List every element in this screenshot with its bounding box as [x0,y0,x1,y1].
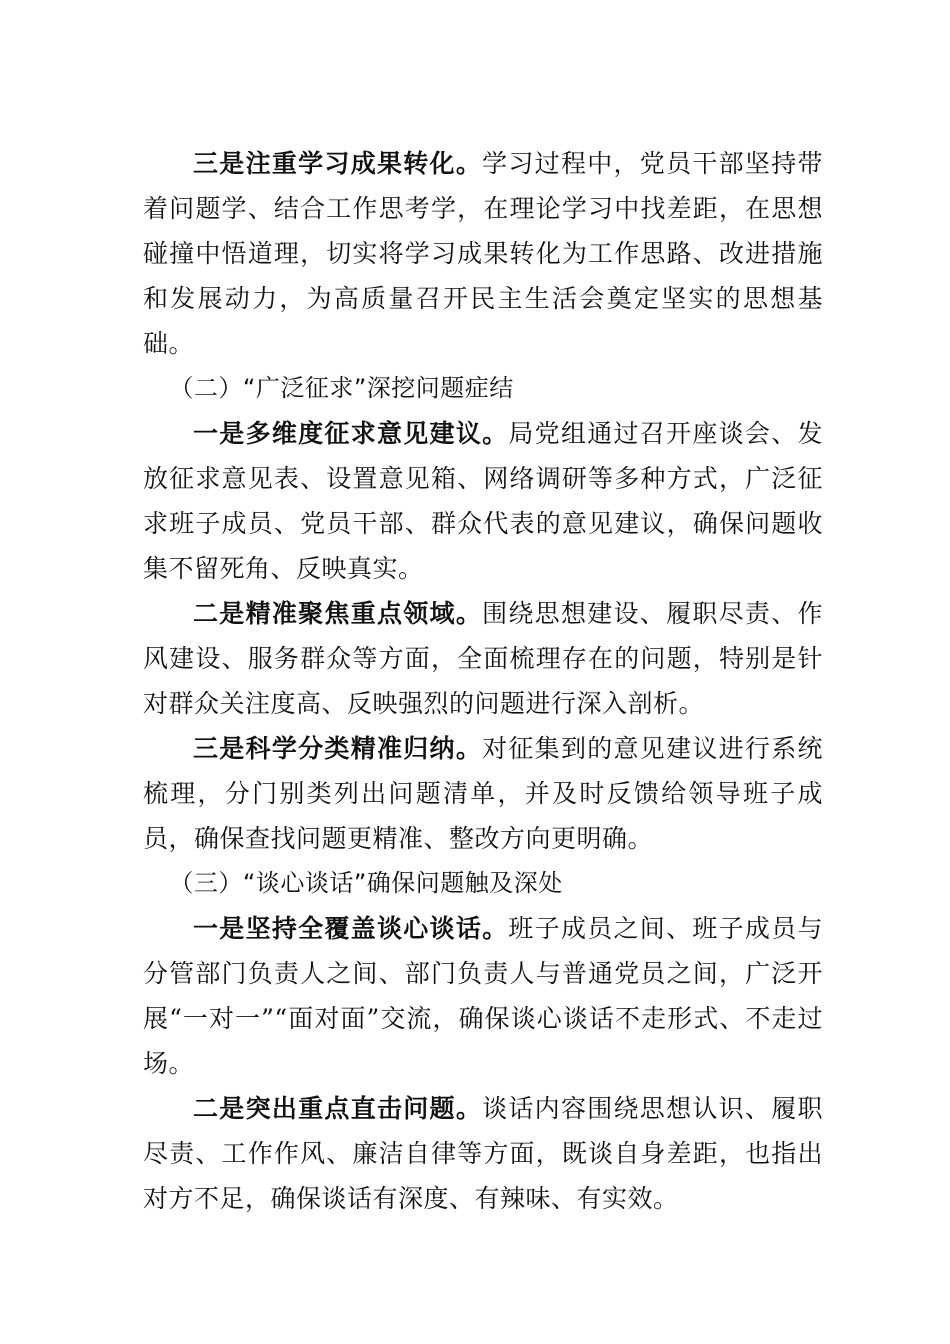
section-heading-2: （二）“广泛征求”深挖问题症结 [169,374,514,402]
paragraph-focus-key-areas [143,591,823,726]
paragraph-text: 谈话内容围绕思想认识、履职尽责、工作作风、廉洁自律等方面，既谈自身差距，也指出对方不足，确保谈话有深度、有辣味、有实效。 [143,1094,823,1213]
paragraph-study-results [143,141,823,366]
paragraph-lead: 三是注重学习成果转化。 [193,149,483,178]
paragraph-text: 局党组通过召开座谈会、发放征求意见表、设置意见箱、网络调研等多种方式，广泛征求班子成员、党员干部、群众代表的意见建议，确保问题收集不留死角、反映真实。 [143,419,823,583]
section-heading-3: （三）“谈心谈话”确保问题触及深处 [169,869,563,897]
paragraph-solicit-opinions [143,411,823,591]
document-body [143,141,823,1221]
paragraph-text: 围绕思想建设、履职尽责、作风建设、服务群众等方面，全面梳理存在的问题，特别是针对群众关注度高、反映强烈的问题进行深入剖析。 [143,599,823,718]
paragraph-direct-problems [143,1086,823,1221]
paragraph-lead: 一是坚持全覆盖谈心谈话。 [193,914,509,943]
paragraph-lead: 三是科学分类精准归纳。 [193,734,483,763]
paragraph-text: 班子成员之间、班子成员与分管部门负责人之间、部门负责人与普通党员之间，广泛开展“一对一”“面对面”交流，确保谈心谈话不走形式、不走过场。 [143,914,823,1078]
paragraph-classify-summarize [143,726,823,861]
paragraph-lead: 二是突出重点直击问题。 [193,1094,483,1123]
paragraph-lead: 二是精准聚焦重点领域。 [193,599,483,628]
paragraph-text: 对征集到的意见建议进行系统梳理，分门别类列出问题清单，并及时反馈给领导班子成员，确保查找问题更精准、整改方向更明确。 [143,734,823,853]
paragraph-lead: 一是多维度征求意见建议。 [193,419,509,448]
paragraph-full-coverage-talks [143,906,823,1086]
paragraph-text: 学习过程中，党员干部坚持带着问题学、结合工作思考学，在理论学习中找差距，在思想碰撞中悟道理，切实将学习成果转化为工作思路、改进措施和发展动力，为高质量召开民主生活会奠定坚实的思想基础。 [143,149,823,358]
